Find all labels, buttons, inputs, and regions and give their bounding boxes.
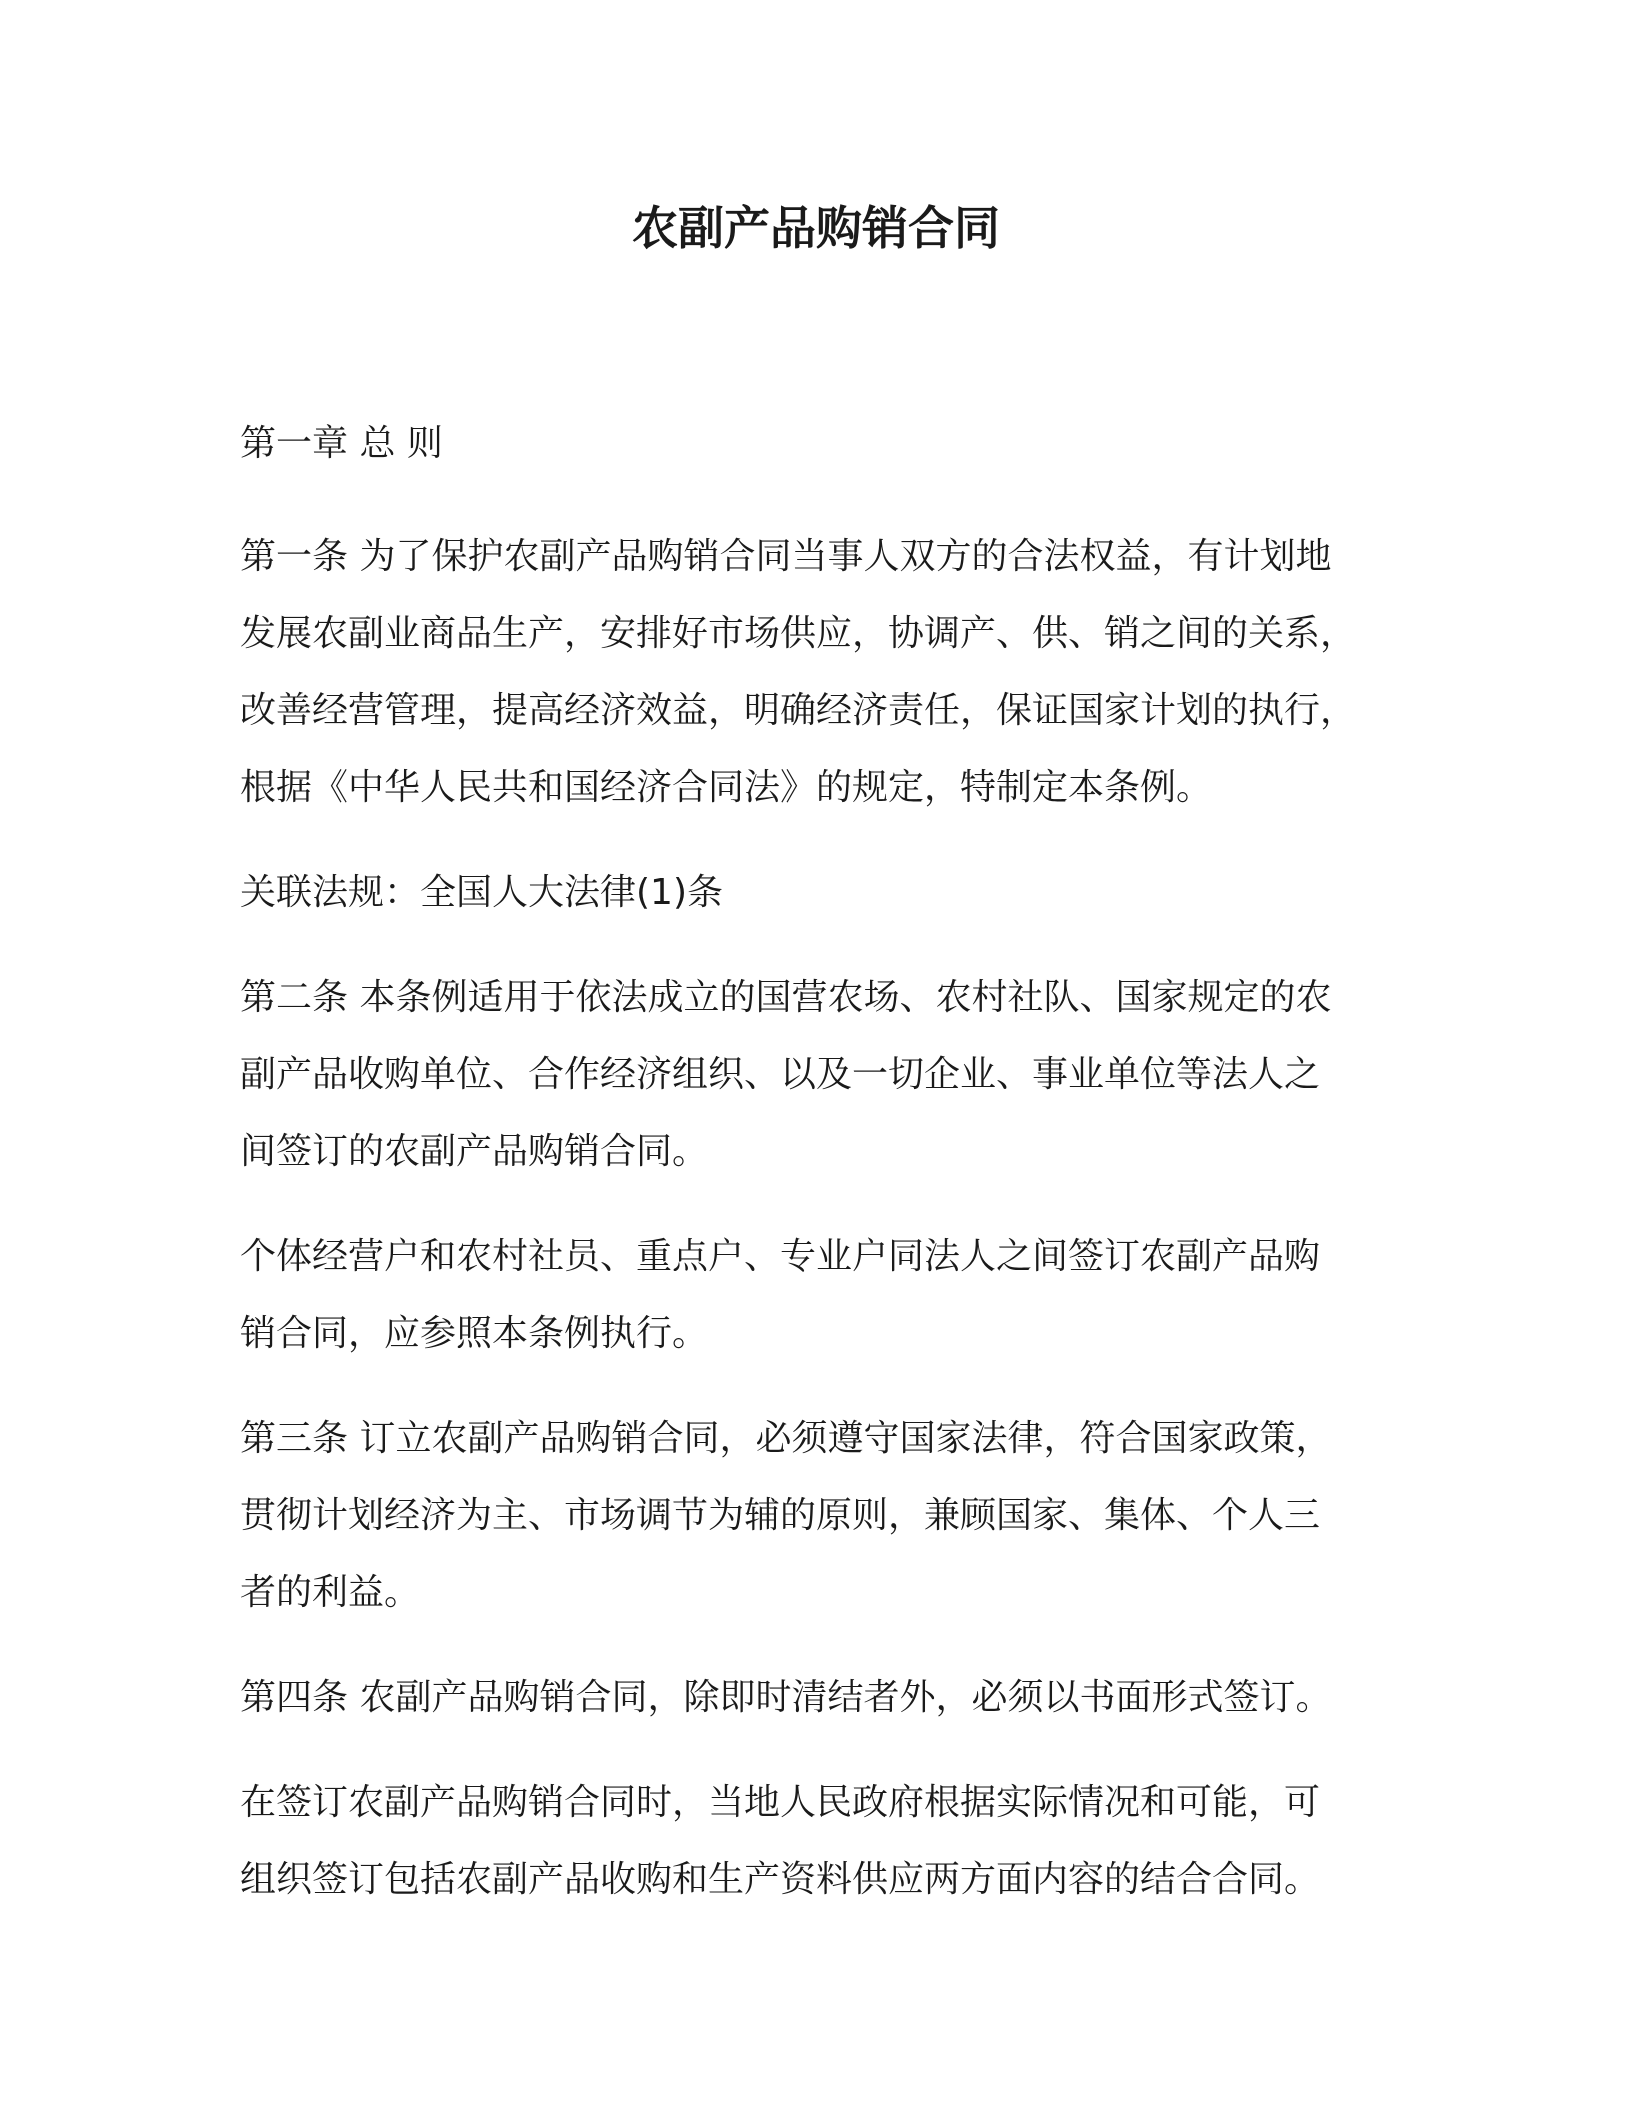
article-2-paragraph	[240, 959, 1390, 1190]
text-line: 组织签订包括农副产品收购和生产资料供应两方面内容的结合合同。	[240, 1859, 1321, 1900]
text-line: 第二条 本条例适用于依法成立的国营农场、农村社队、国家规定的农	[240, 977, 1332, 1018]
text-line: 在签订农副产品购销合同时，当地人民政府根据实际情况和可能，可	[240, 1782, 1321, 1823]
text-line: 第四条 农副产品购销合同，除即时清结者外，必须以书面形式签订。	[240, 1677, 1332, 1718]
article-1-paragraph	[240, 518, 1390, 826]
text-line: 改善经营管理，提高经济效益，明确经济责任，保证国家计划的执行，	[240, 690, 1357, 731]
individual-households-paragraph	[240, 1218, 1390, 1372]
chapter-heading: 第一章 总 则	[240, 423, 443, 464]
text-line: 者的利益。	[240, 1572, 421, 1613]
text-line: 销合同，应参照本条例执行。	[240, 1313, 709, 1354]
document-title: 农副产品购销合同	[632, 201, 1000, 255]
article-3-paragraph	[240, 1400, 1390, 1631]
combined-contract-paragraph	[240, 1764, 1390, 1918]
text-line: 副产品收购单位、合作经济组织、以及一切企业、事业单位等法人之	[240, 1054, 1321, 1095]
text-line: 根据《中华人民共和国经济合同法》的规定，特制定本条例。	[240, 767, 1213, 808]
document-body	[240, 418, 1390, 1946]
text-line: 发展农副业商品生产，安排好市场供应，协调产、供、销之间的关系，	[240, 613, 1357, 654]
text-line: 贯彻计划经济为主、市场调节为辅的原则，兼顾国家、集体、个人三	[240, 1495, 1321, 1536]
related-regulations-paragraph	[240, 854, 1390, 931]
text-line: 第一条 为了保护农副产品购销合同当事人双方的合法权益，有计划地	[240, 536, 1332, 577]
text-line: 间签订的农副产品购销合同。	[240, 1131, 709, 1172]
text-line: 第三条 订立农副产品购销合同，必须遵守国家法律，符合国家政策，	[240, 1418, 1332, 1459]
text-line: 个体经营户和农村社员、重点户、专业户同法人之间签订农副产品购	[240, 1236, 1321, 1277]
text-line: 关联法规：全国人大法律(1)条	[240, 872, 723, 913]
article-4-paragraph	[240, 1659, 1390, 1736]
